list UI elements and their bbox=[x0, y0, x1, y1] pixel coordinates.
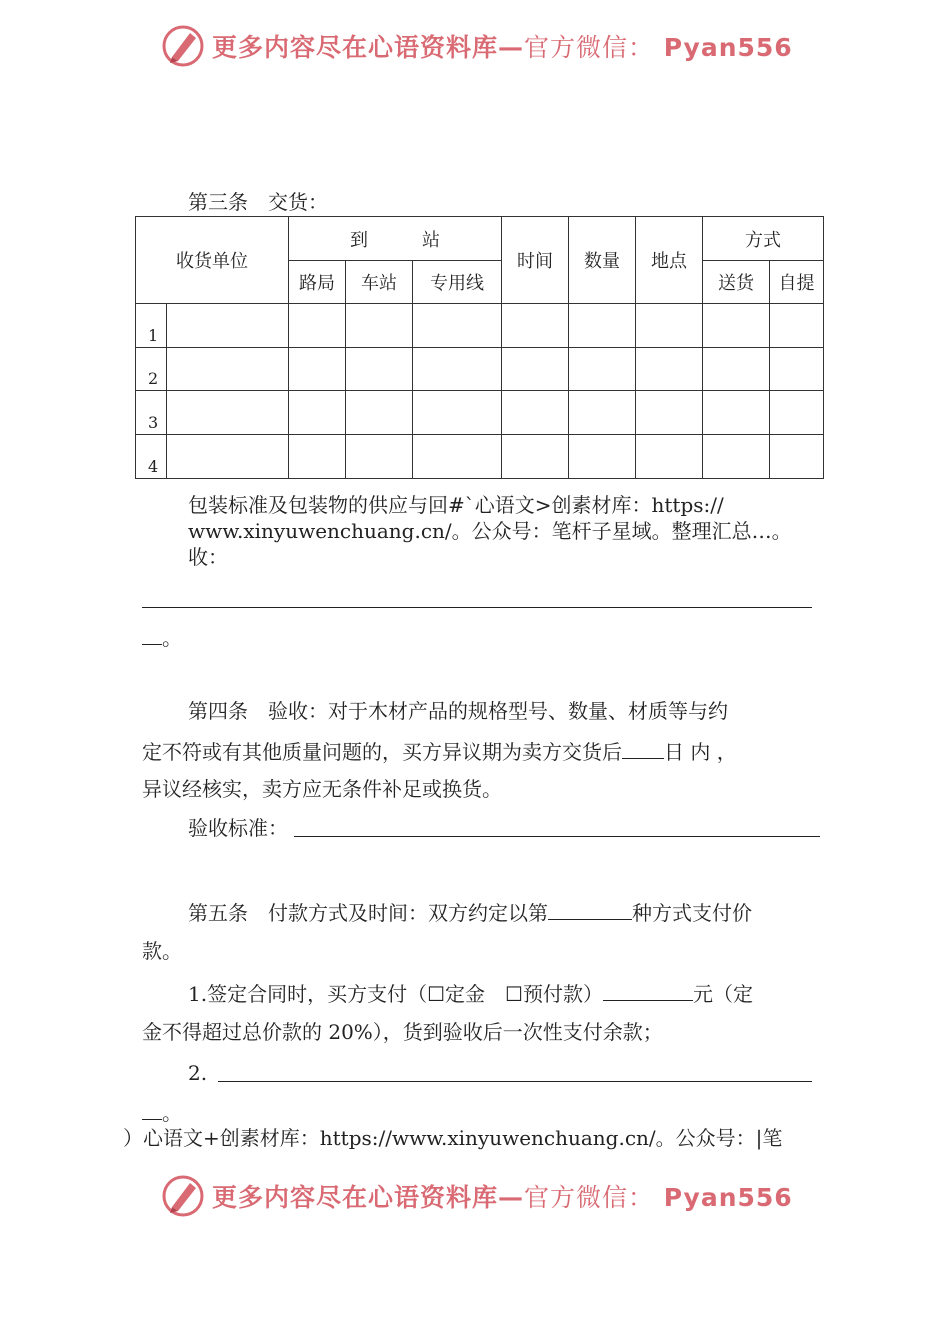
packaging-line-1: 包装标准及包装物的供应与回#`心语文>创素材库：https:// bbox=[188, 493, 724, 517]
delivery-table bbox=[135, 216, 824, 479]
header-time: 时间 bbox=[502, 217, 569, 304]
header-place: 地点 bbox=[636, 217, 703, 304]
top-banner bbox=[160, 22, 800, 70]
pen-logo-icon bbox=[160, 1173, 206, 1219]
checkbox-icon[interactable]: ☐ bbox=[505, 982, 523, 1006]
article5-line-1: 第五条 付款方式及时间：双方约定以第 种方式支付价 bbox=[188, 901, 752, 925]
article4-line-2: 定不符或有其他质量问题的，买方异议期为卖方交货后 日 内 ， bbox=[142, 740, 737, 764]
payment-item-1: 1.签定合同时，买方支付（☐定金 ☐预付款） 元（定 bbox=[188, 982, 753, 1006]
checkbox-deposit-label: 定金 bbox=[445, 982, 486, 1006]
pen-logo-icon bbox=[160, 23, 206, 69]
table-row bbox=[136, 304, 824, 348]
checkbox-icon[interactable]: ☐ bbox=[427, 982, 446, 1006]
table-row bbox=[136, 348, 824, 391]
packaging-end: 。 bbox=[142, 624, 182, 650]
banner-text: 更多内容尽在心语资料库—官方微信： Pyan556 bbox=[212, 33, 793, 62]
payment-item-2-end: 。 bbox=[142, 1099, 182, 1125]
checkbox-prepay-label: 预付款 bbox=[522, 982, 583, 1006]
header-delivery: 送货 bbox=[703, 261, 770, 304]
payment-item-2-blank bbox=[218, 1081, 812, 1082]
bottom-banner bbox=[160, 1172, 800, 1220]
row-number: 1 bbox=[136, 304, 167, 348]
header-method: 方式 bbox=[703, 217, 824, 261]
article3-heading: 第三条 交货： bbox=[188, 190, 328, 214]
header-destination: 到 站 bbox=[289, 217, 502, 261]
payment-item-1-line-2: 金不得超过总价款的 20%），货到验收后一次性支付余款； bbox=[142, 1020, 663, 1044]
header-pickup: 自提 bbox=[770, 261, 824, 304]
row-number: 3 bbox=[136, 391, 167, 435]
header-receiver: 收货单位 bbox=[136, 217, 289, 304]
table-row bbox=[136, 391, 824, 435]
footer-watermark: ）心语文+创素材库：https://www.xinyuwenchuang.cn/。公众号：|笔 bbox=[123, 1126, 783, 1150]
row-number: 2 bbox=[136, 348, 167, 391]
banner-text: 更多内容尽在心语资料库—官方微信： Pyan556 bbox=[212, 1183, 793, 1212]
article4-line-1: 第四条 验收：对于木材产品的规格型号、数量、材质等与约 bbox=[188, 699, 728, 723]
article5-line-2: 款。 bbox=[142, 939, 182, 963]
acceptance-standard-label: 验收标准： bbox=[188, 816, 288, 840]
header-bureau: 路局 bbox=[289, 261, 346, 304]
article4-line-3: 异议经核实，卖方应无条件补足或换货。 bbox=[142, 777, 502, 801]
payment-item-2-label: 2. bbox=[188, 1061, 208, 1085]
header-quantity: 数量 bbox=[569, 217, 636, 304]
packaging-blank-line bbox=[142, 607, 812, 608]
acceptance-standard-blank bbox=[294, 836, 820, 837]
header-line: 专用线 bbox=[413, 261, 502, 304]
row-number: 4 bbox=[136, 435, 167, 479]
packaging-line-2: www.xinyuwenchuang.cn/。公众号：笔杆子星域。整理汇总…。 bbox=[188, 519, 792, 543]
table-row bbox=[136, 435, 824, 479]
packaging-line-3: 收： bbox=[188, 545, 228, 569]
header-station: 车站 bbox=[346, 261, 413, 304]
